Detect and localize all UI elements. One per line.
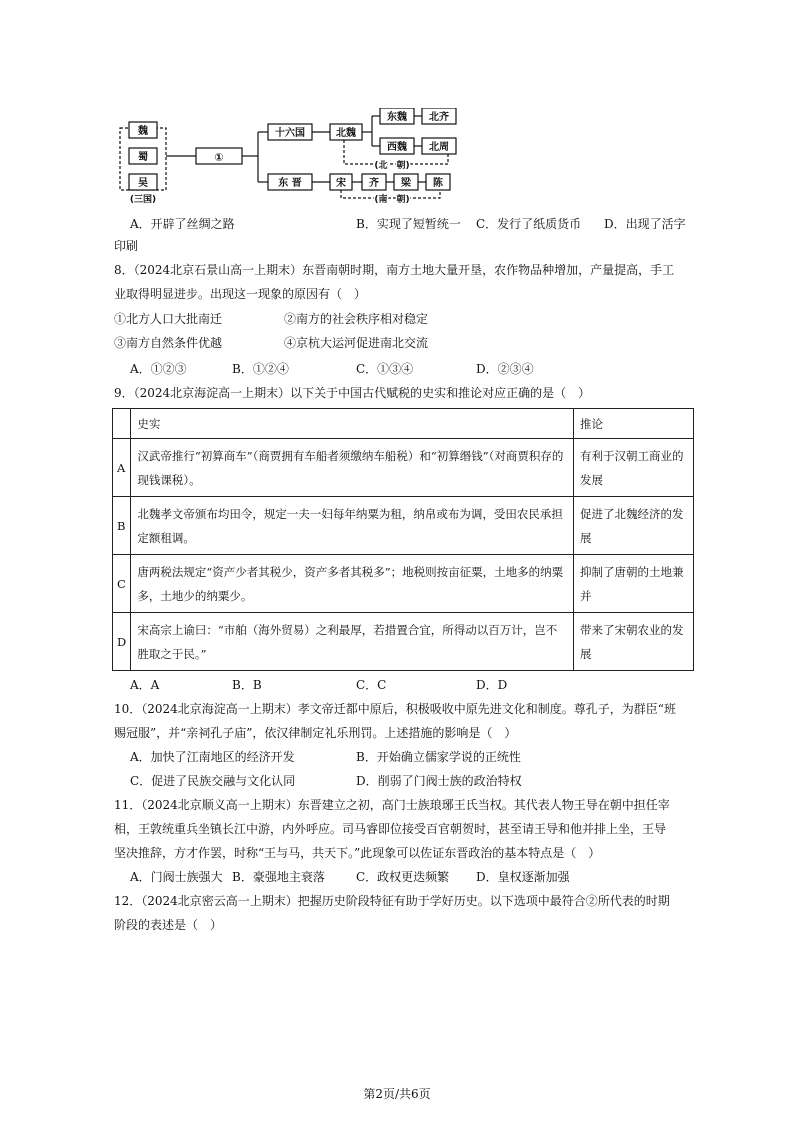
table-row	[113, 439, 694, 497]
label-liang: 梁	[401, 178, 411, 189]
table-header-fact: 史实	[131, 409, 574, 439]
table-row	[113, 555, 694, 613]
page-footer: 第2页/共6页	[363, 1087, 431, 1101]
q11-option-c[interactable]: C．政权更迭频繁	[356, 870, 450, 884]
row-label: B	[113, 497, 131, 555]
label-qi: 齐	[369, 178, 379, 189]
table-row	[113, 613, 694, 671]
q8-stem-line1: 8．（2024北京石景山高一上期末）东晋南朝时期，南方土地大量开垦，农作物品种增加，产量提高，手工	[114, 263, 675, 277]
q11-stem-line2: 相，王敦统重兵坐镇长江中游，内外呼应。司马睿即位接受百官朝贺时，甚至请王导和他并排上坐，王导	[114, 822, 667, 836]
q8-statement-1: ①北方人口大批南迁	[114, 312, 223, 326]
label-wei: 魏	[138, 126, 148, 137]
label-beizhou: 北周	[429, 142, 449, 153]
q12-stem-line2: 阶段的表述是（ ）	[114, 918, 223, 932]
label-wu: 吴	[138, 178, 148, 189]
q7-option-d-continued: 印刷	[114, 239, 139, 253]
q8-stem-line2: 业取得明显进步。出现这一现象的原因有（ ）	[114, 287, 367, 301]
row-label: D	[113, 613, 131, 671]
q10-stem-line2: 赐冠服”，并“亲祠孔子庙”，依汉律制定礼乐刑罚。上述措施的影响是（ ）	[114, 726, 517, 740]
label-nanchao: (南 朝)	[374, 195, 410, 204]
label-sanguo: (三国)	[129, 195, 157, 204]
q10-option-a[interactable]: A．加快了江南地区的经济开发	[130, 750, 295, 764]
row-inference: 促进了北魏经济的发展	[574, 497, 694, 555]
q8-option-a[interactable]: A．①②③	[130, 362, 187, 376]
label-dongjin: 东 晋	[278, 178, 302, 189]
row-fact: 北魏孝文帝颁布均田令，规定一夫一妇每年纳粟为租，纳帛或布为调，受田农民承担定额租调。	[131, 497, 574, 555]
q7-option-b[interactable]: B．实现了短暂统一	[356, 217, 461, 231]
label-dongwei: 东魏	[387, 112, 407, 123]
q9-option-a[interactable]: A．A	[130, 678, 160, 692]
q11-stem-line3: 坚决推辞，方才作罢，时称“王与马，共天下。”此现象可以佐证东晋政治的基本特点是（ ）	[114, 846, 601, 860]
label-chen: 陈	[433, 178, 443, 189]
label-shu: 蜀	[138, 152, 148, 163]
row-label: A	[113, 439, 131, 497]
q8-option-c[interactable]: C．①③④	[356, 362, 414, 376]
q10-option-d[interactable]: D．削弱了门阀士族的政治特权	[356, 774, 522, 788]
label-circle1: ①	[214, 151, 224, 164]
q8-option-d[interactable]: D．②③④	[476, 362, 534, 376]
row-label: C	[113, 555, 131, 613]
row-inference: 带来了宋朝农业的发展	[574, 613, 694, 671]
q7-option-c[interactable]: C．发行了纸质货币	[476, 217, 582, 231]
table-row	[113, 497, 694, 555]
table-header-row	[113, 409, 694, 439]
q7-option-d[interactable]: D．出现了活字	[604, 217, 686, 231]
q12-stem-line1: 12．（2024北京密云高一上期末）把握历史阶段特征有助于学好历史。以下选项中最符合②所代表的时期	[114, 894, 670, 908]
q9-table	[112, 408, 694, 671]
q9-stem: 9．（2024北京海淀高一上期末）以下关于中国古代赋税的史实和推论对应正确的是（ ）	[114, 386, 591, 400]
label-xiwei: 西魏	[387, 142, 407, 153]
row-inference: 抑制了唐朝的土地兼并	[574, 555, 694, 613]
q8-statement-3: ③南方自然条件优越	[114, 336, 223, 350]
row-fact: 汉武帝推行“初算商车”（商贾拥有车船者须缴纳车船税）和“初算缗钱”（对商贾积存的现钱课税）。	[131, 439, 574, 497]
table-header-label	[113, 409, 131, 439]
q11-option-a[interactable]: A．门阀士族强大	[130, 870, 223, 884]
q11-option-d[interactable]: D．皇权逐渐加强	[476, 870, 570, 884]
q10-stem-line1: 10．（2024北京海淀高一上期末）孝文帝迁都中原后，积极吸收中原先进文化和制度。尊孔子，为群臣“班	[114, 702, 676, 716]
row-fact: 唐两税法规定“资产少者其税少，资产多者其税多”；地税则按亩征粟，土地多的纳粟多，土地少的纳粟少。	[131, 555, 574, 613]
row-fact: 宋高宗上谕曰：“市舶（海外贸易）之利最厚，若措置合宜，所得动以百万计，岂不胜取之于民。”	[131, 613, 574, 671]
q10-option-c[interactable]: C．促进了民族交融与文化认同	[130, 774, 296, 788]
q9-option-c[interactable]: C．C	[356, 678, 387, 692]
label-song: 宋	[336, 178, 346, 189]
q9-option-d[interactable]: D．D	[476, 678, 508, 692]
row-inference: 有利于汉朝工商业的发展	[574, 439, 694, 497]
q11-stem-line1: 11．（2024北京顺义高一上期末）东晋建立之初，高门士族琅琊王氏当权。其代表人物王导在朝中担任宰	[114, 798, 670, 812]
q8-statement-2: ②南方的社会秩序相对稳定	[284, 312, 429, 326]
table-header-inference: 推论	[574, 409, 694, 439]
q8-statement-4: ④京杭大运河促进南北交流	[284, 336, 429, 350]
q9-option-b[interactable]: B．B	[232, 678, 262, 692]
q8-option-b[interactable]: B．①②④	[232, 362, 289, 376]
label-beiqi: 北齐	[429, 112, 449, 123]
label-beichao: (北 朝)	[374, 161, 410, 171]
label-shiliuguo: 十六国	[275, 128, 305, 139]
label-beiwei: 北魏	[336, 128, 356, 139]
q7-option-a[interactable]: A．开辟了丝绸之路	[130, 217, 235, 231]
dynasty-diagram	[112, 108, 492, 204]
q10-option-b[interactable]: B．开始确立儒家学说的正统性	[356, 750, 521, 764]
q11-option-b[interactable]: B．豪强地主衰落	[232, 870, 325, 884]
